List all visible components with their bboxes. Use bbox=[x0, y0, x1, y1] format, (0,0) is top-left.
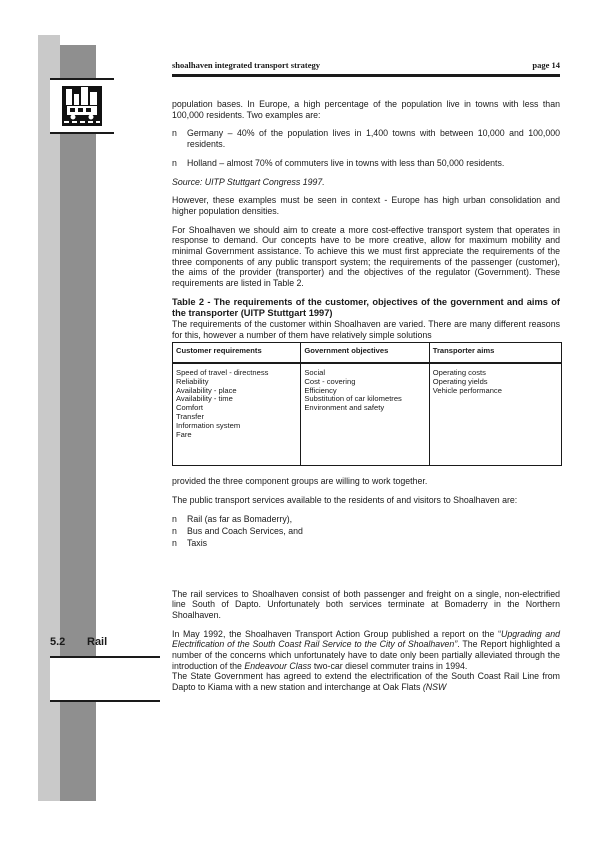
text-run: . The Report highlighted a number of the concerns which unfortunately have to date only been partially alleviated through the introduction of the bbox=[172, 639, 561, 671]
examples-list bbox=[172, 128, 560, 168]
page-header bbox=[172, 60, 560, 77]
cell-line: Vehicle performance bbox=[432, 385, 502, 395]
cell-line: Information system bbox=[176, 420, 241, 430]
list-item bbox=[172, 158, 560, 169]
table-cell-government bbox=[301, 363, 429, 466]
cell-line: Operating yields bbox=[432, 376, 488, 386]
table-header: Government objectives bbox=[301, 343, 429, 363]
text-run: two-car diesel commuter trains in 1994. bbox=[311, 660, 468, 671]
text-run-italic: Endeavour Class bbox=[244, 660, 312, 671]
cell-line: Availability - time bbox=[176, 394, 233, 404]
cell-line: Transfer bbox=[176, 412, 204, 422]
paragraph: The requirements of the customer within Shoalhaven are varied. There are many different reasons for this, however a number of them have relatively simple solutions bbox=[172, 318, 560, 340]
bullet-icon: n bbox=[172, 157, 177, 168]
bullet-icon: n bbox=[172, 537, 177, 548]
cell-line: Environment and safety bbox=[304, 403, 385, 413]
cell-line: Social bbox=[304, 368, 326, 378]
paragraph bbox=[172, 629, 560, 672]
transport-logo-icon bbox=[62, 86, 102, 126]
bullet-icon: n bbox=[172, 514, 177, 525]
list-item bbox=[172, 526, 560, 537]
paragraph: For Shoalhaven we should aim to create a more cost-effective transport system that operates in response to demand. Our concepts have to be more creative, allow for maximum mobility and minimal Government assistance. To achieve this we must first appreciate the requirements of the three components of any public transport system; the requirements of the passenger (customer), the aims of the provider (transporter) and the objectives of the regulator (Government). These requirements are listed in Table 2. bbox=[172, 224, 560, 289]
list-item bbox=[172, 538, 560, 549]
text-run: In May 1992, the Shoalhaven Transport Action Group published a report on the “ bbox=[172, 628, 501, 639]
page-number: page 14 bbox=[532, 60, 560, 70]
list-item-text: Rail (as far as Bomaderry), bbox=[187, 514, 293, 525]
paragraph: The public transport services available to the residents of and visitors to Shoalhaven are: bbox=[172, 494, 518, 505]
table-cell-customer bbox=[173, 363, 301, 466]
cell-line: Substitution of car kilometres bbox=[304, 394, 402, 404]
list-item-text: Germany – 40% of the population lives in 1,400 towns with between 10,000 and 100,000 residents. bbox=[187, 128, 560, 150]
table-cell-transporter bbox=[429, 363, 561, 466]
cell-line: Reliability bbox=[176, 376, 209, 386]
paragraph: The rail services to Shoalhaven consist of both passenger and freight on a single, non-electrified line South of Dapto. Unfortunately both services terminate at Bomaderry in the Northern Shoalhaven. bbox=[172, 588, 560, 620]
text-run-italic: Upgrading and Electrification of the South Coast Rail Service to the City of Shoalhaven” bbox=[172, 628, 560, 650]
table-header: Transporter aims bbox=[429, 343, 561, 363]
source-citation: Source: UITP Stuttgart Congress 1997. bbox=[172, 176, 325, 187]
text-run-italic: (NSW bbox=[422, 682, 447, 693]
paragraph bbox=[172, 671, 560, 692]
section-number: 5.2 bbox=[50, 636, 66, 648]
cell-line: Operating costs bbox=[432, 368, 486, 378]
requirements-table bbox=[172, 342, 562, 466]
logo-panel bbox=[50, 78, 114, 134]
table-caption: Table 2 - The requirements of the customer, objectives of the government and aims of the transporter (UITP Stuttgart 1997) bbox=[172, 296, 560, 318]
section-divider-box bbox=[50, 656, 160, 702]
paragraph: However, these examples must be seen in context - Europe has high urban consolidation and higher population densities. bbox=[172, 195, 560, 216]
header-title: shoalhaven integrated transport strategy bbox=[172, 60, 321, 70]
cell-line: Efficiency bbox=[304, 385, 337, 395]
list-item bbox=[172, 514, 560, 525]
cell-line: Comfort bbox=[176, 403, 204, 413]
cell-line: Speed of travel - directness bbox=[176, 368, 269, 378]
table-row bbox=[173, 363, 562, 466]
cell-line: Availability - place bbox=[176, 385, 237, 395]
bullet-icon: n bbox=[172, 128, 177, 139]
list-item-text: Holland – almost 70% of commuters live in towns with less than 50,000 residents. bbox=[187, 157, 505, 168]
list-item bbox=[172, 128, 560, 149]
bullet-icon: n bbox=[172, 526, 177, 537]
cell-line: Fare bbox=[176, 429, 192, 439]
services-list bbox=[172, 514, 560, 548]
list-item-text: Bus and Coach Services, and bbox=[187, 526, 303, 537]
list-item-text: Taxis bbox=[187, 537, 208, 548]
table-header: Customer requirements bbox=[173, 343, 301, 363]
section-title: Rail bbox=[87, 636, 108, 648]
cell-line: Cost - covering bbox=[304, 376, 356, 386]
paragraph: population bases. In Europe, a high percentage of the population live in towns with less than 100,000 residents. Two examples are: bbox=[172, 99, 560, 120]
main-content bbox=[172, 99, 560, 693]
paragraph: provided the three component groups are willing to work together. bbox=[172, 476, 428, 487]
text-run: The State Government has agreed to extend the electrification of the South Coast Rail Line from Dapto to Kiama with a new station and interchange at Oak Flats bbox=[172, 671, 560, 693]
